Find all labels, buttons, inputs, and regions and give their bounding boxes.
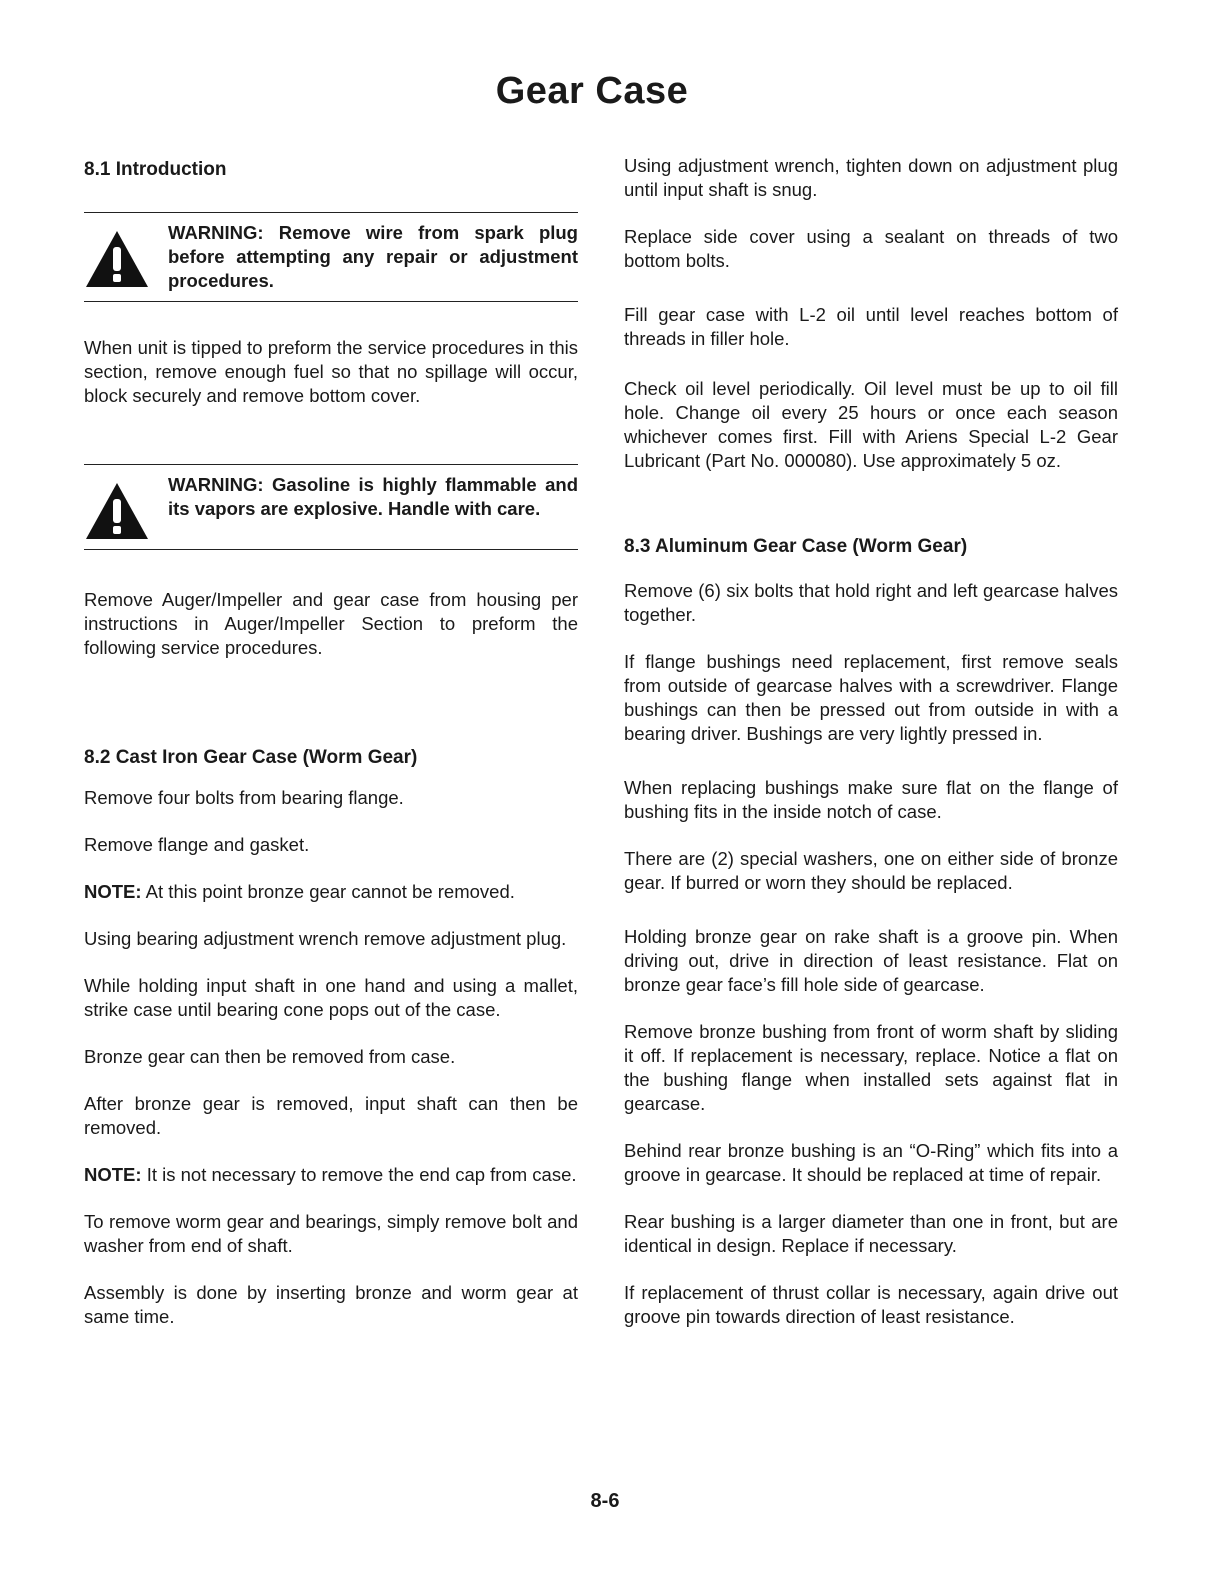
paragraph: Remove flange and gasket. bbox=[84, 834, 310, 855]
paragraph: If flange bushings need replacement, first remove seals from outside of gearcase halves with a screwdriver. Flange bushings can then be pressed out from outside in with a bearing driver. Bushings are very lightly pressed in. bbox=[624, 651, 1118, 744]
paragraph: After bronze gear is removed, input shaft can then be removed. bbox=[84, 1093, 578, 1138]
paragraph: Using adjustment wrench, tighten down on adjustment plug until input shaft is snug. bbox=[624, 155, 1118, 200]
paragraph: If replacement of thrust collar is necessary, again drive out groove pin towards direction of least resistance. bbox=[624, 1282, 1118, 1327]
warning-triangle-icon bbox=[84, 221, 168, 289]
paragraph: There are (2) special washers, one on either side of bronze gear. If burred or worn they should be replaced. bbox=[624, 848, 1118, 893]
warning-box-spark-plug bbox=[84, 212, 578, 302]
paragraph: Rear bushing is a larger diameter than one in front, but are identical in design. Replace if necessary. bbox=[624, 1211, 1118, 1256]
paragraph: Remove bronze bushing from front of worm shaft by sliding it off. If replacement is necessary, replace. Notice a flat on the bushing flange when installed sets against flat in gearcase. bbox=[624, 1021, 1118, 1114]
page-title: Gear Case bbox=[495, 70, 689, 112]
paragraph: Fill gear case with L-2 oil until level reaches bottom of threads in filler hole. bbox=[624, 304, 1118, 349]
paragraph: Assembly is done by inserting bronze and worm gear at same time. bbox=[84, 1282, 578, 1327]
note-label: NOTE: bbox=[84, 1164, 142, 1185]
paragraph: Remove Auger/Impeller and gear case from housing per instructions in Auger/Impeller Section to preform the following service procedures. bbox=[84, 589, 578, 658]
warning-box-gasoline bbox=[84, 464, 578, 550]
paragraph: When replacing bushings make sure flat on the flange of bushing fits in the inside notch of case. bbox=[624, 777, 1118, 822]
note-paragraph bbox=[84, 880, 578, 904]
paragraph: Replace side cover using a sealant on threads of two bottom bolts. bbox=[624, 226, 1118, 271]
warning-text: WARNING: Remove wire from spark plug before attempting any repair or adjustment procedures. bbox=[168, 222, 578, 291]
section-8-3-heading: 8.3 Aluminum Gear Case (Worm Gear) bbox=[624, 536, 968, 557]
paragraph: Remove (6) six bolts that hold right and left gearcase halves together. bbox=[624, 580, 1118, 625]
right-column bbox=[624, 150, 1118, 1329]
note-paragraph bbox=[84, 1163, 578, 1187]
warning-triangle-icon bbox=[84, 473, 168, 541]
warning-text: WARNING: Gasoline is highly flammable and its vapors are explosive. Handle with care. bbox=[168, 474, 578, 519]
paragraph: Bronze gear can then be removed from case. bbox=[84, 1046, 456, 1067]
note-label: NOTE: bbox=[84, 881, 142, 902]
left-column bbox=[84, 150, 578, 1329]
paragraph: Holding bronze gear on rake shaft is a groove pin. When driving out, drive in direction of least resistance. Flat on bronze gear face’s fill hole side of gearcase. bbox=[624, 926, 1118, 995]
paragraph: Behind rear bronze bushing is an “O-Ring” which fits into a groove in gearcase. It should be replaced at time of repair. bbox=[624, 1140, 1118, 1185]
paragraph: Remove four bolts from bearing flange. bbox=[84, 787, 404, 808]
page-number: 8-6 bbox=[590, 1490, 620, 1512]
paragraph: When unit is tipped to preform the service procedures in this section, remove enough fuel so that no spillage will occur, block securely and remove bottom cover. bbox=[84, 337, 578, 406]
paragraph: While holding input shaft in one hand and using a mallet, strike case until bearing cone pops out of the case. bbox=[84, 975, 578, 1020]
paragraph: Using bearing adjustment wrench remove adjustment plug. bbox=[84, 928, 567, 949]
section-8-1-heading: 8.1 Introduction bbox=[84, 159, 227, 180]
note-text: It is not necessary to remove the end cap from case. bbox=[141, 1164, 577, 1185]
paragraph: Check oil level periodically. Oil level must be up to oil fill hole. Change oil every 25 hours or once each season whichever comes first. Fill with Ariens Special L-2 Gear Lubricant (Part No. 000080). Use approximately 5 oz. bbox=[624, 378, 1118, 471]
note-text: At this point bronze gear cannot be removed. bbox=[141, 881, 515, 902]
section-8-2-heading: 8.2 Cast Iron Gear Case (Worm Gear) bbox=[84, 747, 418, 768]
paragraph: To remove worm gear and bearings, simply remove bolt and washer from end of shaft. bbox=[84, 1211, 578, 1256]
